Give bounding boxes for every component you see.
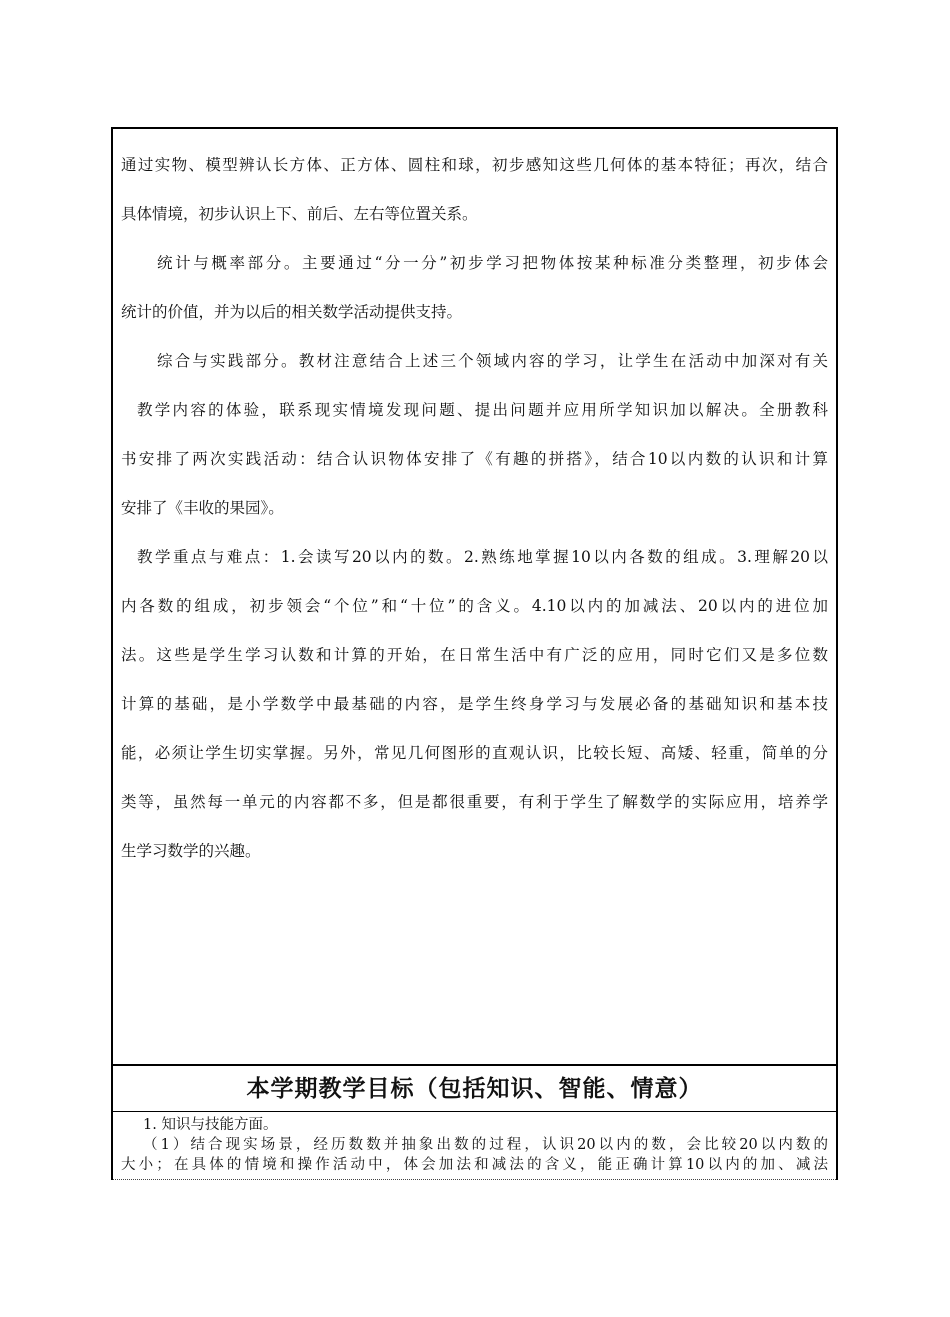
text-line: 计算的基础，是小学数学中最基础的内容，是学生终身学习与发展必备的基础知识和基本技 bbox=[121, 695, 828, 713]
text-line: 类等，虽然每一单元的内容都不多，但是都很重要，有利于学生了解数学的实际应用，培养学 bbox=[121, 793, 828, 811]
goal-line: （1）结合现实场景，经历数数并抽象出数的过程，认识20以内的数，会比较20以内数的 bbox=[143, 1137, 828, 1153]
text-line: 教学重点与难点：1.会读写20以内的数。2.熟练地掌握10以内各数的组成。3.理解20以 bbox=[137, 548, 828, 566]
teaching-content-cell bbox=[113, 129, 836, 1066]
text-line: 统计的价值，并为以后的相关数学活动提供支持。 bbox=[121, 303, 463, 321]
text-line: 书安排了两次实践活动：结合认识物体安排了《有趣的拼搭》，结合10以内数的认识和计算 bbox=[121, 450, 828, 468]
goal-line: 1. 知识与技能方面。 bbox=[143, 1117, 278, 1133]
text-line: 内各数的组成，初步领会“个位”和“十位”的含义。4.10以内的加减法、20以内的进位加 bbox=[121, 597, 828, 615]
text-line: 统计与概率部分。主要通过“分一分”初步学习把物体按某种标准分类整理，初步体会 bbox=[157, 254, 828, 272]
page-cut-divider bbox=[113, 1179, 836, 1180]
text-line: 通过实物、模型辨认长方体、正方体、圆柱和球，初步感知这些几何体的基本特征；再次，结合 bbox=[121, 156, 828, 174]
text-line: 能，必须让学生切实掌握。另外，常见几何图形的直观认识，比较长短、高矮、轻重，简单的分 bbox=[121, 744, 828, 762]
text-line: 综合与实践部分。教材注意结合上述三个领域内容的学习，让学生在活动中加深对有关 bbox=[157, 352, 828, 370]
goals-heading: 本学期教学目标（包括知识、智能、情意） bbox=[113, 1066, 836, 1112]
text-line: 生学习数学的兴趣。 bbox=[121, 842, 261, 860]
goal-line: 大小；在具体的情境和操作活动中，体会加法和减法的含义，能正确计算10以内的加、减法 bbox=[121, 1157, 828, 1173]
document-table bbox=[111, 127, 838, 1180]
text-line: 具体情境，初步认识上下、前后、左右等位置关系。 bbox=[121, 205, 478, 223]
text-line: 安排了《丰收的果园》。 bbox=[121, 499, 284, 517]
text-line: 法。这些是学生学习认数和计算的开始，在日常生活中有广泛的应用，同时它们又是多位数 bbox=[121, 646, 828, 664]
text-line: 教学内容的体验，联系现实情境发现问题、提出问题并应用所学知识加以解决。全册教科 bbox=[137, 401, 828, 419]
